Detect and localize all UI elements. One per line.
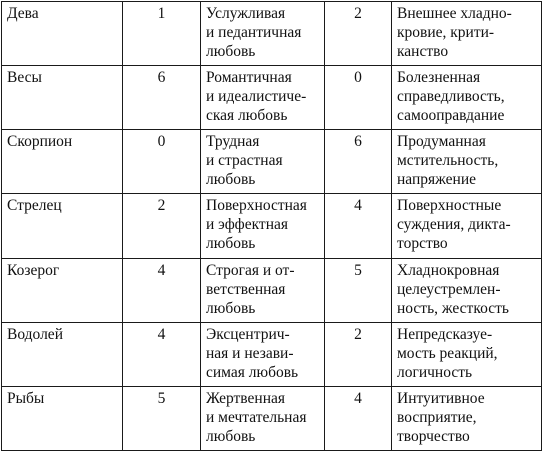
love-score-cell: 2	[123, 194, 201, 258]
sign-cell: Стрелец	[2, 194, 123, 258]
trait-description-cell: Продуманная мстительность, напряжение	[392, 130, 542, 194]
trait-score-cell: 6	[325, 130, 392, 194]
trait-description-cell: Поверхностные суждения, дикта- торство	[392, 194, 542, 258]
sign-cell: Дева	[2, 2, 123, 66]
love-description-cell: Строгая и от- ветственная любовь	[201, 258, 325, 322]
love-score-cell: 4	[123, 322, 201, 386]
trait-description-cell: Интуитивное восприятие, творчество	[392, 386, 542, 450]
love-score-cell: 4	[123, 258, 201, 322]
love-description-cell: Эксцентрич- ная и незави- симая любовь	[201, 322, 325, 386]
trait-description-cell: Непредсказуе- мость реакций, логичность	[392, 322, 542, 386]
trait-description-cell: Болезненная справедливость, самооправдание	[392, 66, 542, 130]
love-description-cell: Трудная и страстная любовь	[201, 130, 325, 194]
table-row	[2, 258, 542, 322]
sign-cell: Весы	[2, 66, 123, 130]
love-description-cell: Жертвенная и мечтательная любовь	[201, 386, 325, 450]
trait-score-cell: 2	[325, 2, 392, 66]
sign-cell: Водолей	[2, 322, 123, 386]
love-score-cell: 6	[123, 66, 201, 130]
table-row	[2, 194, 542, 258]
table-row	[2, 66, 542, 130]
trait-score-cell: 5	[325, 258, 392, 322]
table-row	[2, 322, 542, 386]
sign-cell: Козерог	[2, 258, 123, 322]
trait-score-cell: 2	[325, 322, 392, 386]
sign-cell: Рыбы	[2, 386, 123, 450]
trait-score-cell: 0	[325, 66, 392, 130]
table-row	[2, 2, 542, 66]
love-score-cell: 5	[123, 386, 201, 450]
love-description-cell: Услужливая и педантичная любовь	[201, 2, 325, 66]
trait-score-cell: 4	[325, 386, 392, 450]
trait-score-cell: 4	[325, 194, 392, 258]
sign-cell: Скорпион	[2, 130, 123, 194]
love-description-cell: Романтичная и идеалистиче- ская любовь	[201, 66, 325, 130]
table-row	[2, 130, 542, 194]
table-row	[2, 386, 542, 450]
love-score-cell: 1	[123, 2, 201, 66]
trait-description-cell: Хладнокровная целеустремлен- ность, жесткость	[392, 258, 542, 322]
zodiac-table	[1, 1, 542, 451]
trait-description-cell: Внешнее хладно- кровие, крити- канство	[392, 2, 542, 66]
love-description-cell: Поверхностная и эффектная любовь	[201, 194, 325, 258]
love-score-cell: 0	[123, 130, 201, 194]
